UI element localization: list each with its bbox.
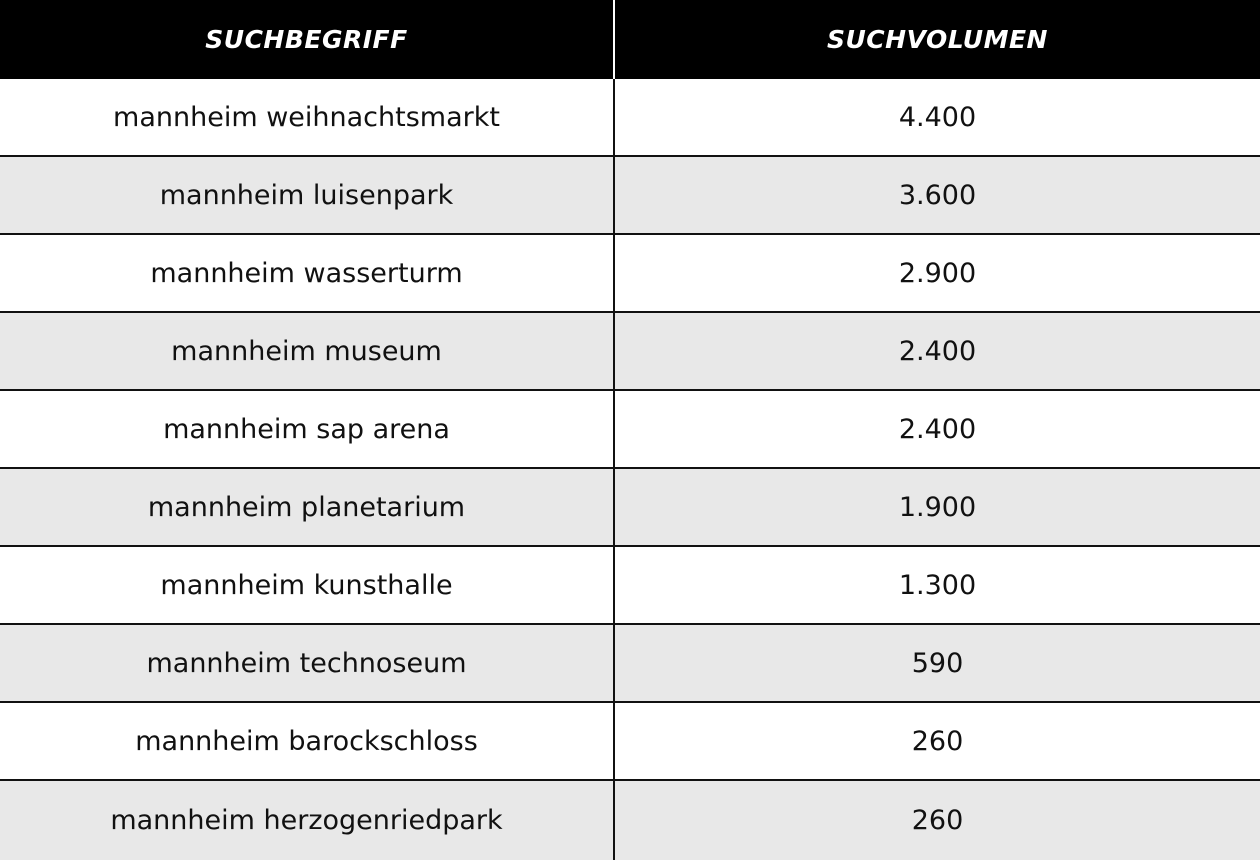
cell-search-term: mannheim weihnachtsmarkt [0, 79, 615, 155]
cell-search-term: mannheim herzogenriedpark [0, 781, 615, 860]
cell-search-term: mannheim museum [0, 313, 615, 389]
table-row [0, 79, 1260, 157]
table-row [0, 391, 1260, 469]
cell-search-term: mannheim luisenpark [0, 157, 615, 233]
table-row [0, 469, 1260, 547]
cell-search-volume: 260 [911, 805, 964, 836]
table-row [0, 235, 1260, 313]
table-body [0, 79, 1260, 860]
column-header-term: SUCHBEGRIFF [0, 0, 615, 79]
cell-search-volume: 260 [911, 725, 964, 757]
cell-search-volume: 4.400 [898, 101, 977, 133]
cell-search-term: mannheim kunsthalle [0, 547, 615, 623]
cell-search-volume: 1.900 [898, 491, 977, 523]
table-row [0, 625, 1260, 703]
column-header-volume: SUCHVOLUMEN [827, 25, 1048, 54]
table-row [0, 781, 1260, 860]
cell-search-term: mannheim wasserturm [0, 235, 615, 311]
table-row [0, 703, 1260, 781]
cell-search-term: mannheim barockschloss [0, 703, 615, 779]
cell-search-volume: 2.900 [898, 257, 977, 289]
cell-search-volume: 2.400 [898, 335, 977, 367]
cell-search-term: mannheim sap arena [0, 391, 615, 467]
cell-search-volume: 1.300 [898, 569, 977, 601]
cell-search-term: mannheim technoseum [0, 625, 615, 701]
cell-search-term: mannheim planetarium [0, 469, 615, 545]
cell-search-volume: 590 [911, 647, 964, 679]
table-row [0, 313, 1260, 391]
table-row [0, 157, 1260, 235]
table-header [0, 0, 1260, 79]
cell-search-volume: 3.600 [898, 179, 977, 211]
cell-search-volume: 2.400 [898, 413, 977, 445]
table-row [0, 547, 1260, 625]
